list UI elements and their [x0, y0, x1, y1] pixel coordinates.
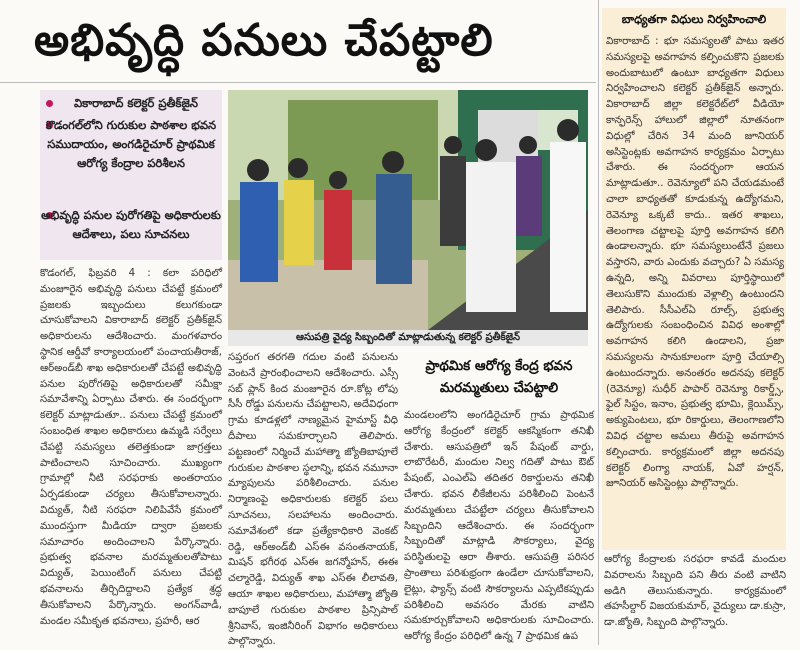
body-text: ఆరోగ్య కేంద్రాలకు సరఫరా కావడే మందుల వివరాలను సిబ్బంది పని తీరు వంటి వాటిని అడిగి తెలుసుకున్నారు. కార్యక్రమంలో తహసీల్దార్ విజయకుమార్, వైద్యులు డా.కుస్రా, డా.జ్యోతి, సిబ్బంది పాల్గొన్నారు.: [604, 554, 786, 629]
sidebar-title: బాధ్యతగా విధులు నిర్వహించాలి: [602, 8, 786, 30]
photo-caption: ఆసుపత్రి వైద్య సిబ్బందితో మాట్లాడుతున్న కలెక్టర్ ప్రతీక్‌జైన్: [228, 330, 588, 346]
body-text: వికారాబాద్ : భూ సమస్యలతో పాటు ఇతర సమస్యలపై అవగాహన కల్పించుకొని ప్రజలకు అందుబాటులో ఉంటూ బాధ్యతగా విధులు నిర్వహించాలని కలెక్టర్ ప్రతీక్‌జైన్ అన్నారు. వికారాబాద్ జిల్లా కలెక్టరేట్‌లో వీడియో కాన్ఫరెన్స్ హాలులో జిల్లాలో నూతనంగా విధుల్లో చేరిన 34 మంది జూనియర్ అసిస్టెంట్లకు అవగాహన కార్యక్రమం ఏర్పాటు చేశారు. ఈ సందర్భంగా ఆయన మాట్లాడుతూ.. రెవెన్యూలో పని చేయడమంటే చాలా బాధ్యతతో కూడుకున్న ఉద్యోగమని, రెవెన్యూ ఒక్కటే కాదు.. ఇతర శాఖలు, తెలంగాణ చట్టాలపై పూర్తి అవగాహన కలిగి ఉండాలన్నారు. భూ సమస్యలుంటేనే ప్రజలు వస్తారని, వారు ఎందుకు వచ్చారు? ఏ సమస్య ఉన్నది, అన్ని వివరాలు పూర్తిస్థాయిలో తెలుసుకొని ముందుకు వెళ్లాల్సి ఉంటుందని తెలిపారు. సీసీఎల్ఏ రూల్స్, ప్రభుత్వ ఉద్యోగులకు సంబంధించిన వివిధ అంశాల్లో అవగాహన కలిగి ఉండాలని, ప్రజా సమస్యలను సానుకూలంగా పూర్తి చేయాల్సి ఉంటుందన్నారు. అనంతరం అదనపు కలెక్టర్ (రెవెన్యూ) సుధీర్ పాపార్ రెవెన్యూ రికార్డ్స్, ఫైల్ సిస్టం, ఇనాం, ప్రభుత్వ భూమి, క్లెయిమ్స్, అక్యుపెంటలు, భూ రికార్డులు, తెలంగాణలోని వివిధ చట్టాల అమలు తీరుపై అవగాహన కల్పించారు. కార్యక్రమంలో జిల్లా అదనపు కలెక్టర్ లింగ్యా నాయక్, ఏవో హర్షన్, జూనియర్ అసిస్టెంట్లు పాల్గొన్నారు.: [606, 36, 784, 490]
article-column-3: [404, 408, 594, 643]
headline: అభివృద్ధి పనులు చేపట్టాలి: [34, 15, 494, 66]
highlight-item: కొడంగల్‌లోని గురుకుల పాఠశాల భవన సముదాయం, అంగడిరైచూర్ ప్రాథమిక ఆరోగ్య కేంద్రాల పరిశీలన: [45, 118, 217, 170]
sidebar-continuation: [604, 552, 786, 640]
highlights-box: [40, 90, 222, 260]
body-text: మండలంలోని అంగడిరైచూర్ గ్రామ ప్రాథమిక ఆరోగ్య కేంద్రంలో కలెక్టర్ ఆకస్మికంగా తనిఖీ చేశారు. ఆసుపత్రిలో ఇన్ పేషంట్ వార్డు, లాబొరేటరీ, మందుల నిల్వ గదితో పాటు ఔట్ పేషంట్, ఎంఎల్‌ఏ తదితర రికార్డులను తనిఖీ చేశారు. భవన లీకేజీలను పరిశీలించి పెంటనే మరమ్మతులు చేపట్టేలా చర్యలు తీసుకోవాలని సిబ్బందిని ఆదేశించారు. ఈ సందర్భంగా సిబ్బందితో మాట్లాడి సౌకర్యాలు, వైద్య పరిస్థితులపై ఆరా తీశారు. ఆసుపత్రి పరిసర ప్రాంతాలు పరిశుభ్రంగా ఉండేలా చూసుకోవాలని, లైట్లు, ఫ్యాన్స్ వంటి సౌకర్యాలను ఎప్పటికప్పుడు పరిశీలించి అవసరం మేరకు వాటిని సమకూర్చుకోవాలని అధికారులకు సూచించారు. ఆరోగ్య కేంద్రం పరిధిలో ఉన్న 7 ప్రాథమిక ఉప: [404, 410, 594, 643]
column-divider: [598, 0, 599, 645]
highlight-item: అభివృద్ధి పనుల పురోగతిపై అధికారులకు ఆదేశాలు, పలు సూచనలు: [41, 208, 221, 241]
sidebar-article: [606, 34, 784, 546]
body-text: కొడంగల్, ఫిబ్రవరి 4 : కలా పరిధిలో మంజూరైన అభివృద్ధి పనులు చేపట్టే క్రమంలో ప్రజలకు ఇబ్బందులు కలుగకుండా చూసుకోవాలని వికారాబాద్ కలెక్టర్ ప్రతీక్‌జైన్ అధికారులను ఆదేశించారు. మంగళవారం స్థానిక ఆర్డీవో కార్యాలయంలో పంచాయతీరాజ్, ఆర్‌అండ్‌బీ శాఖ అధికారులతో చేపట్టే అభివృద్ధి పనుల పురోగతిపై అధికారులతో సమీక్షా సమావేశాన్ని ఏర్పాటు చేశారు. ఈ సందర్భంగా కలెక్టర్ మాట్లాడుతూ.. పనులు చేపట్టే క్రమంలో సంబంధిత శాఖల అధికారులు ఉమ్మడి సర్వేలు చేపట్టి సమస్యలు తలెత్తకుండా జాగ్రత్తలు పాటించాలని సూచించారు. ముఖ్యంగా గ్రామాల్లో నీటి సరఫరాకు అంతరాయం ఏర్పడకుండా చర్యలు తీసుకోవాలన్నారు. విద్యుత్, నీటి సరఫరా నిలిపివేసే క్రమంలో ముందస్తుగా మీడియా ద్వారా ప్రజలకు సమాచారం అందించాలని పేర్కొన్నారు. ప్రభుత్వ భవనాల మరమ్మతులతోపాటు విద్యుత్, పెయింటింగ్ పనులు చేపట్టి భవనాలను తీర్చిదిద్దాలని ప్రత్యేక శ్రద్ధ తీసుకోవాలని పేర్కొన్నారు. అంగన్‌వాడీ, మండల సమీకృత భవనాలు, ప్రహరీ, ఆర: [40, 268, 222, 627]
body-text: సప్తరంగ తరగతి గదుల వంటి పనులను వెంటనే ప్రారంభించాలని ఆదేశించారు. ఎస్సీ సబ్ ప్లాన్ కింద మంజూరైన రూ.కోట్ల లోపు సీసీ రోడ్డు పనులను చేపట్టాలని, అదేవిధంగా గ్రామ కూడళ్లలో నాణ్యమైన హైమాస్ట్ వీధి దీపాలు సమకూర్చాలని తెలిపారు. పట్టణంలో నిర్మించే మహాత్మా జ్యోతిబాపూలే గురుకుల పాఠశాల స్థలాన్ని, భవన నమూనా మ్యాపులను పరిశీలించారు. పనుల నిర్మాణంపై అధికారులకు కలెక్టర్ పలు సూచనలు, సలహాలను అందించారు. సమావేశంలో కడా ప్రత్యేకాధికారి వెంకట్ రెడ్డి, ఆర్‌అండ్‌బీ ఎస్ఈ వసంతనాయక్, మిషన్ భగీరథ ఎస్ఈ జగన్మోహన్, ఈఈ చల్మారెడ్డి, విద్యుత్ శాఖ ఎస్ఈ లీలావతి, ఆయా శాఖల అధికారులు, మహాత్మా జ్యోతి బాపూలే గురుకుల పాఠశాల ప్రిన్సిపాల్ శ్రీనివాస్, ఇంజినీరింగ్ విభాగం అధికారులు పాల్గొన్నారు.: [228, 352, 398, 648]
news-photo: [228, 90, 588, 330]
collector-visit-photo: [228, 90, 588, 330]
divider: [0, 82, 596, 83]
subheading: ప్రాథమిక ఆరోగ్య కేంద్ర భవన మరమ్మతులు చేపట్టాలి: [425, 358, 573, 396]
article-column-2: [228, 350, 398, 648]
article-column-1: [40, 266, 222, 640]
highlight-item: వికారాబాద్ కలెక్టర్ ప్రతీక్‌జైన్: [73, 96, 198, 110]
